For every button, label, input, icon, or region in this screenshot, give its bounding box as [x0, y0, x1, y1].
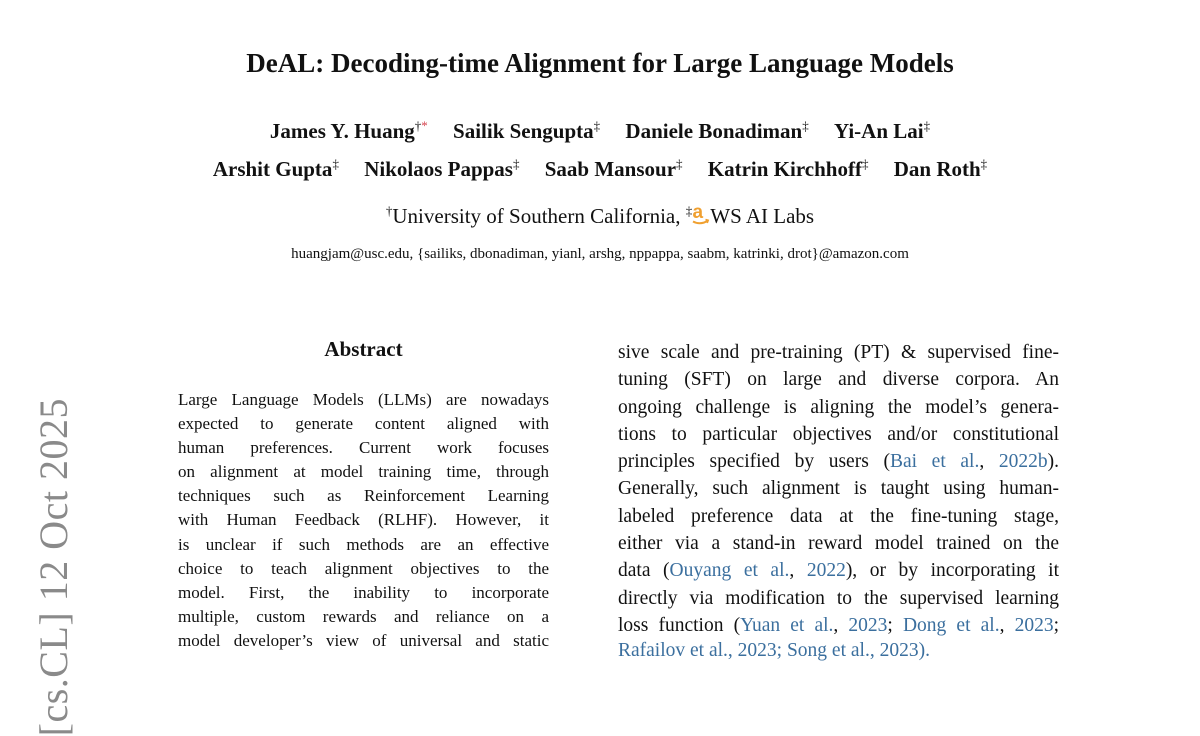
body-line: tions to particular objectives and/or constitutional — [618, 423, 1059, 445]
author-emails: huangjam@usc.edu, {sailiks, dbonadiman, yianl, arshg, nppappa, saabm, katrinki, drot}@amazon.com — [291, 246, 909, 262]
citation-link[interactable]: Bai et al., 2022b — [889, 451, 1048, 473]
abstract-line: human preferences. Current work focuses — [178, 438, 549, 458]
author: Yi-An Lai‡ — [833, 118, 931, 143]
author: Katrin Kirchhoff‡ — [707, 156, 869, 181]
abstract-line: techniques such as Reinforcement Learning — [178, 486, 549, 506]
author: Arshit Gupta‡ — [212, 156, 339, 181]
abstract-line: is unclear if such methods are an effective — [178, 534, 549, 554]
author: Dan Roth‡ — [893, 156, 988, 181]
abstract-line: on alignment at model training time, through — [178, 462, 549, 482]
abstract-line: multiple, custom rewards and reliance on a — [178, 606, 549, 626]
abstract-body — [178, 388, 549, 653]
cut-off-citation-line: Rafailov et al., 2023; Song et al., 2023). — [618, 640, 930, 661]
paper-title: DeAL: Decoding-time Alignment for Large Language Models — [246, 48, 954, 78]
abstract-line: model. First, the inability to incorporate — [178, 582, 549, 602]
citation-link[interactable]: Ouyang et al., 2022 — [669, 560, 846, 582]
body-line: ongoing challenge is aligning the model’s genera- — [618, 396, 1059, 418]
intro-text-column — [618, 339, 1059, 639]
author-row-1 — [0, 118, 1200, 144]
affiliations: †University of Southern California, ‡ a WS AI Labs — [385, 202, 815, 228]
body-line: labeled preference data at the fine-tuning stage, — [618, 505, 1059, 527]
arxiv-sidebar-stamp: [cs.CL] 12 Oct 2025 — [31, 398, 76, 736]
body-line: loss function (Yuan et al., 2023; Dong et al., 2023; — [618, 614, 1059, 636]
body-line: Generally, such alignment is taught using human- — [618, 478, 1059, 500]
abstract-heading: Abstract — [324, 337, 403, 361]
author: Nikolaos Pappas‡ — [364, 156, 520, 181]
body-line: either via a stand-in reward model trained on the — [618, 533, 1059, 555]
abstract-line: expected to generate content aligned with — [178, 414, 549, 434]
author: Saab Mansour‡ — [544, 156, 683, 181]
abstract-line: choice to teach alignment objectives to the — [178, 558, 549, 578]
body-line: data (Ouyang et al., 2022), or by incorporating it — [618, 560, 1059, 582]
abstract-line: Large Language Models (LLMs) are nowadays — [178, 390, 549, 409]
author: James Y. Huang†* — [269, 118, 428, 143]
abstract-line: model developer’s view of universal and static — [178, 630, 549, 650]
body-line: tuning (SFT) on large and diverse corpora. An — [618, 369, 1059, 391]
citation-link[interactable]: Yuan et al., 2023 — [740, 614, 888, 636]
author: Sailik Sengupta‡ — [453, 118, 601, 143]
body-line: directly via modification to the supervised learning — [618, 587, 1059, 609]
citation-link[interactable]: Dong et al., 2023 — [902, 614, 1054, 636]
body-line: principles specified by users (Bai et al., 2022b). — [618, 451, 1059, 473]
author-row-2 — [0, 156, 1200, 182]
author: Daniele Bonadiman‡ — [625, 118, 809, 143]
svg-text:a: a — [692, 202, 704, 223]
abstract-line: with Human Feedback (RLHF). However, it — [178, 510, 549, 530]
body-line: sive scale and pre-training (PT) & supervised fine- — [618, 342, 1059, 363]
amazon-logo-icon — [692, 203, 709, 225]
